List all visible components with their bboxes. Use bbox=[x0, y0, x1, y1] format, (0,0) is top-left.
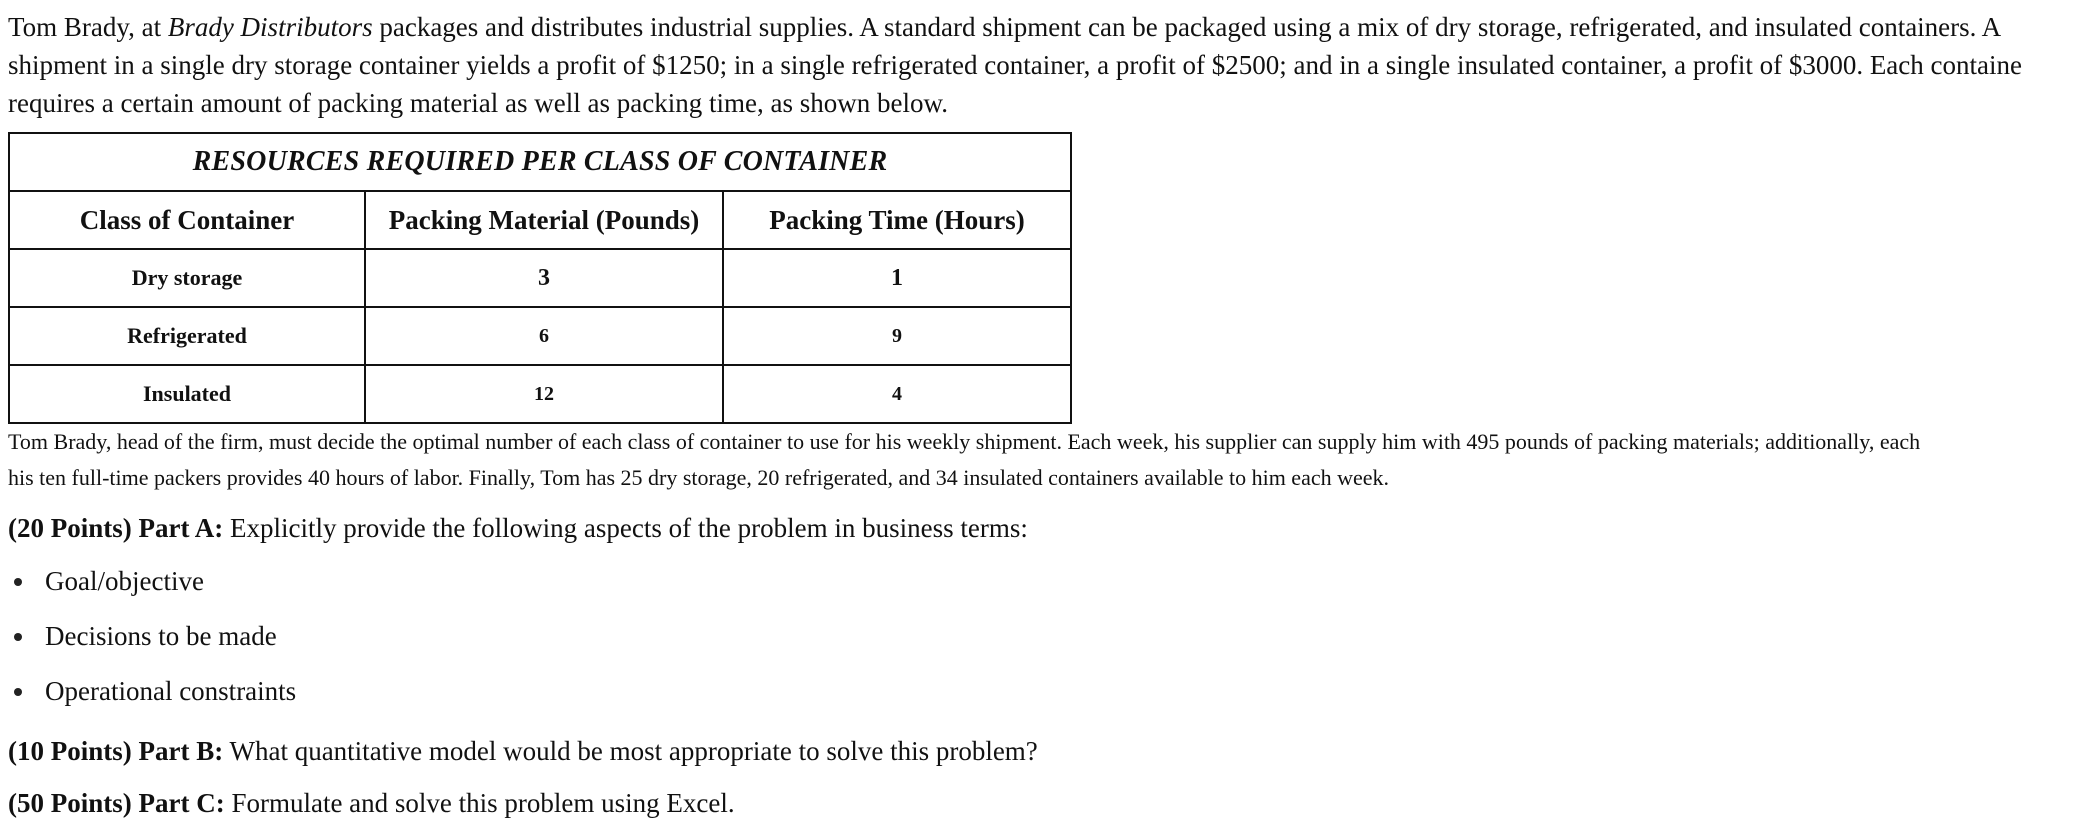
intro-line2: shipment in a single dry storage container yields a profit of $1250; in a single refrigerated container, a profit of $2500; and in a single insulated container, a profit of $3000. Each containe bbox=[8, 50, 2022, 80]
row-material: 3 bbox=[365, 249, 723, 307]
aspect-goal: Goal/objective bbox=[45, 566, 204, 596]
header-time: Packing Time (Hours) bbox=[723, 191, 1071, 249]
row-class: Insulated bbox=[9, 365, 365, 423]
list-item bbox=[8, 554, 2098, 609]
aspect-decisions: Decisions to be made bbox=[45, 621, 277, 651]
part-c bbox=[8, 783, 2098, 823]
row-time: 9 bbox=[723, 307, 1071, 365]
table-row bbox=[9, 365, 1071, 423]
row-material: 6 bbox=[365, 307, 723, 365]
part-b-label: (10 Points) Part B: bbox=[8, 736, 224, 766]
constraints-paragraph bbox=[8, 424, 2098, 496]
intro-paragraph bbox=[8, 8, 2098, 122]
table-header-row bbox=[9, 191, 1071, 249]
header-material: Packing Material (Pounds) bbox=[365, 191, 723, 249]
part-a-text: Explicitly provide the following aspects of the problem in business terms: bbox=[223, 513, 1028, 543]
part-b-text: What quantitative model would be most appropriate to solve this problem? bbox=[223, 736, 1038, 766]
part-c-text: Formulate and solve this problem using Excel. bbox=[224, 788, 735, 818]
list-item bbox=[8, 609, 2098, 664]
para2-line2: his ten full-time packers provides 40 hours of labor. Finally, Tom has 25 dry storage, 20 refrigerated, and 34 insulated containers available to him each week. bbox=[8, 465, 1390, 490]
intro-line3: requires a certain amount of packing material as well as packing time, as shown below. bbox=[8, 88, 948, 118]
header-class: Class of Container bbox=[9, 191, 365, 249]
list-item bbox=[8, 664, 2098, 719]
part-c-label: (50 Points) Part C: bbox=[8, 788, 225, 818]
part-a-label: (20 Points) Part A: bbox=[8, 513, 224, 543]
resources-table bbox=[8, 132, 1072, 424]
part-a bbox=[8, 508, 2098, 548]
company-name: Brady Distributors bbox=[167, 12, 373, 42]
table-caption: RESOURCES REQUIRED PER CLASS OF CONTAINER bbox=[9, 133, 1071, 191]
intro-line1-post: packages and distributes industrial supplies. A standard shipment can be packaged using a mix of dry storage, refrigerated, and insulated containers. A bbox=[372, 12, 2002, 42]
row-class: Refrigerated bbox=[9, 307, 365, 365]
table-row bbox=[9, 249, 1071, 307]
intro-line1-pre: Tom Brady, at bbox=[8, 12, 168, 42]
table-caption-row bbox=[9, 133, 1071, 191]
aspect-constraints: Operational constraints bbox=[45, 676, 297, 706]
row-class: Dry storage bbox=[9, 249, 365, 307]
para2-line1: Tom Brady, head of the firm, must decide the optimal number of each class of container to use for his weekly shipment. Each week, his supplier can supply him with 495 pounds of packing materials; additionally, each bbox=[8, 429, 1921, 454]
bullet-icon bbox=[14, 633, 22, 641]
row-material: 12 bbox=[365, 365, 723, 423]
aspects-list bbox=[8, 554, 2098, 719]
bullet-icon bbox=[14, 578, 22, 586]
row-time: 4 bbox=[723, 365, 1071, 423]
table-row bbox=[9, 307, 1071, 365]
part-b bbox=[8, 731, 2098, 771]
row-time: 1 bbox=[723, 249, 1071, 307]
bullet-icon bbox=[14, 688, 22, 696]
